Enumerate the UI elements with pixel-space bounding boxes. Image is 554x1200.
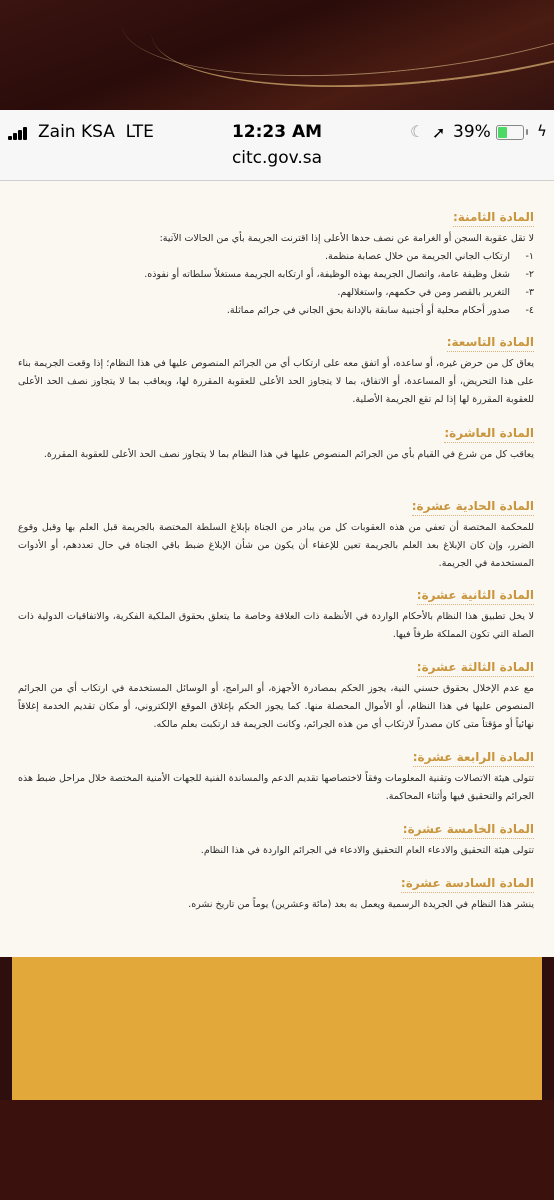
- address-bar[interactable]: citc.gov.sa: [231, 148, 323, 168]
- article-heading: المادة الثامنة:: [453, 209, 534, 227]
- footer-gold-panel: [12, 957, 542, 1100]
- network-type: LTE: [125, 122, 154, 142]
- article-15: [18, 818, 534, 860]
- article-16: [18, 872, 534, 914]
- list-item: ٤- صدور أحكام محلية أو أجنبية سابقة بالإدانة بحق الجاني في جرائم مماثلة.: [226, 305, 534, 316]
- article-heading: المادة الخامسة عشرة:: [403, 821, 534, 839]
- article-13: [18, 656, 534, 734]
- article-heading: المادة التاسعة:: [447, 334, 534, 352]
- top-decorative-banner: [0, 0, 554, 110]
- article-text: لا يخل تطبيق هذا النظام بالأحكام الواردة في الأنظمة ذات العلاقة وخاصة ما يتعلق بحقوق الملكية الفكرية، والاتفاقيات الدولية ذات الصلة التي تكون المملكة طرفاً فيها.: [18, 611, 534, 640]
- article-heading: المادة الثالثة عشرة:: [417, 659, 534, 677]
- list-item: ١- ارتكاب الجاني الجريمة من خلال عصابة منظمة.: [325, 251, 534, 262]
- article-text: ينشر هذا النظام في الجريدة الرسمية ويعمل به بعد (مائة وعشرين) يوماً من تاريخ نشره.: [188, 899, 534, 910]
- clock: 12:23 AM: [231, 122, 323, 142]
- article-text: مع عدم الإخلال بحقوق حسني النية، يجوز الحكم بمصادرة الأجهزة، أو البرامج، أو الوسائل المستخدمة في ارتكاب أي من الجرائم المنصوص عليها في هذا النظام، أو الأموال المحصلة منها. كما يجوز الحكم بإغلاق الموقع الإلكتروني، أو مكان تقديم الخدمة إغلاقاً نهائياً أو مؤقتاً متى كان مصدراً لارتكاب أي من هذه الجرائم، وكانت الجريمة قد ارتكبت بعلم مالكه.: [18, 683, 534, 730]
- list-item: ٣- التغرير بالقصر ومن في حكمهم، واستغلالهم.: [337, 287, 534, 298]
- article-text: للمحكمة المختصة أن تعفي من هذه العقوبات كل من يبادر من الجناة بإبلاغ السلطة المختصة بالجريمة قبل العلم بها وقبل وقوع الضرر، وإن كان الإبلاغ بعد العلم بالجريمة تعين للإعفاء أن يكون من شأن الإبلاغ ضبط باقي الجناة في حال تعددهم، أو الأدوات المستخدمة في الجريمة.: [18, 522, 534, 569]
- article-heading: المادة الرابعة عشرة:: [413, 749, 534, 767]
- article-text: يعاقب كل من شرع في القيام بأي من الجرائم المنصوص عليها في هذا النظام بما لا يتجاوز نصف الحد الأعلى للعقوبة المقررة.: [43, 449, 534, 460]
- location-arrow-icon: ➚: [432, 123, 446, 142]
- carrier-label: Zain KSA LTE: [38, 122, 154, 142]
- article-heading: المادة السادسة عشرة:: [401, 875, 534, 893]
- article-intro: لا تقل عقوبة السجن أو الغرامة عن نصف حدها الأعلى إذا اقترنت الجريمة بأي من الحالات الآتية:: [159, 233, 534, 244]
- article-14: [18, 746, 534, 806]
- list-item: ٢- شغل وظيفة عامة، واتصال الجريمة بهذه الوظيفة، أو ارتكابه الجريمة مستغلاً سلطاته أو نفوذه.: [144, 269, 534, 280]
- article-heading: المادة الحادية عشرة:: [412, 498, 534, 516]
- article-text: يعاق كل من حرض غيره، أو ساعده، أو اتفق معه على ارتكاب أي من الجرائم المنصوص عليها في هذا النظام؛ إذا وقعت الجريمة بناء على هذا التحريض، أو المساعدة، أو الاتفاق، بما لا يتجاوز الحد الأعلى للعقوبة المقررة لها، ويعاقب بما لا يتجاوز نصف الحد الأعلى للعقوبة المقررة لها إذا لم تقع الجريمة الأصلية.: [18, 358, 534, 405]
- article-11: [18, 495, 534, 573]
- status-bar: [0, 120, 554, 146]
- charging-bolt-icon: ϟ: [537, 122, 547, 140]
- article-8: [18, 206, 534, 320]
- article-12: [18, 584, 534, 644]
- article-text: تتولى هيئة الاتصالات وتقنية المعلومات وفقاً لاختصاصها تقديم الدعم والمساندة الفنية للجهات الأمنية المختصة خلال مراحل ضبط هذه الجرائم والتحقيق فيها وأثناء المحاكمة.: [18, 773, 534, 802]
- document-page: [0, 181, 554, 957]
- article-10: [18, 422, 534, 464]
- do-not-disturb-icon: ☾: [410, 122, 425, 141]
- article-heading: المادة الثانية عشرة:: [417, 587, 534, 605]
- browser-header: [0, 110, 554, 181]
- battery-icon: [496, 125, 524, 140]
- article-text: تتولى هيئة التحقيق والادعاء العام التحقيق والادعاء في الجرائم الواردة في هذا النظام.: [200, 845, 534, 856]
- battery-percentage: 39%: [453, 122, 491, 142]
- bottom-decorative-banner: [0, 1100, 554, 1200]
- article-heading: المادة العاشرة:: [444, 425, 534, 443]
- article-9: [18, 331, 534, 409]
